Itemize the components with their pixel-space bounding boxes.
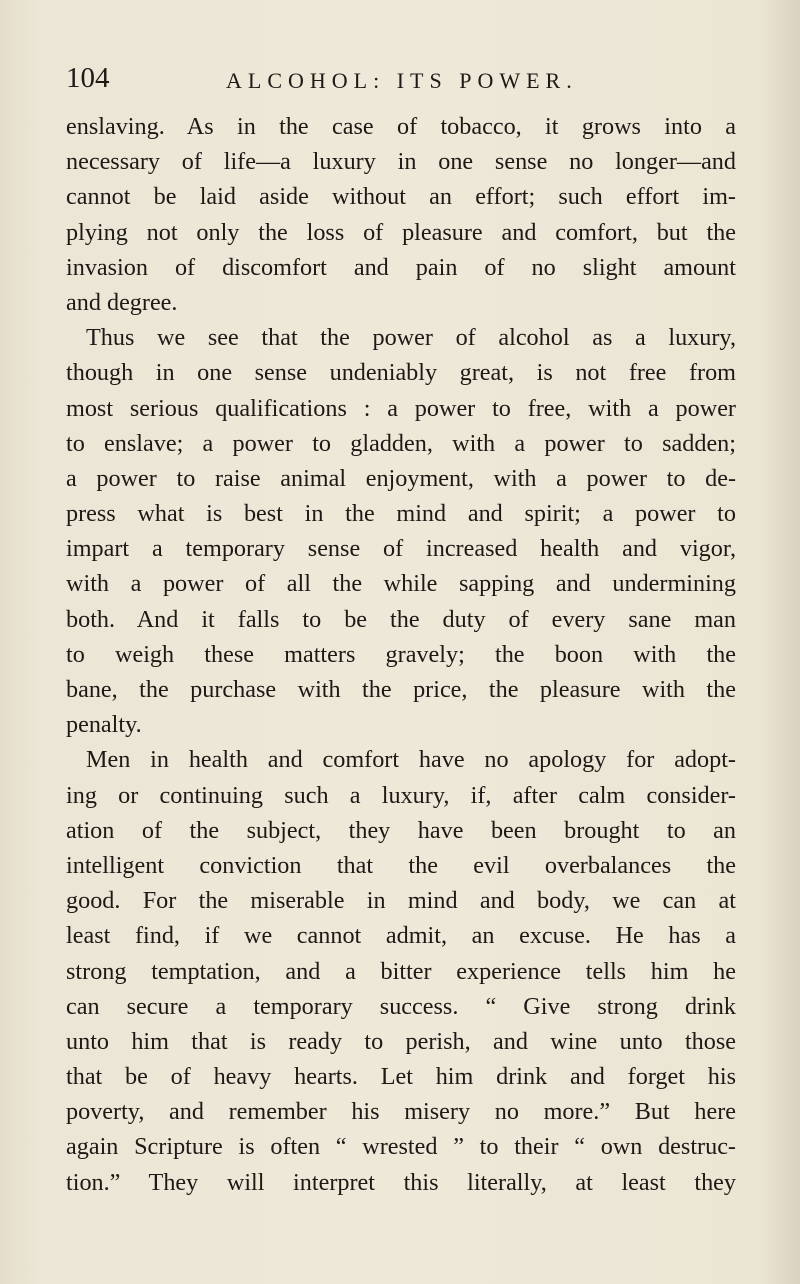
text-line: unto him that is ready to perish, and wine unto those xyxy=(66,1027,736,1055)
text-line: most serious qualifications : a power to free, with a power xyxy=(66,394,736,422)
text-line: intelligent conviction that the evil overbalances the xyxy=(66,851,736,879)
page-number: 104 xyxy=(66,62,110,94)
text-line: press what is best in the mind and spirit; a power to xyxy=(66,500,736,528)
paragraph-start-line: Thus we see that the power of alcohol as a luxury, xyxy=(86,324,736,352)
text-line: can secure a temporary success. “ Give strong drink xyxy=(66,992,736,1020)
text-line: plying not only the loss of pleasure and comfort, but the xyxy=(66,218,736,246)
running-title: ALCOHOL: ITS POWER. xyxy=(226,68,578,93)
text-line: good. For the miserable in mind and body, we can at xyxy=(66,887,736,915)
text-line: ing or continuing such a luxury, if, after calm consider- xyxy=(66,781,736,809)
text-line: a power to raise animal enjoyment, with a power to de- xyxy=(66,464,736,492)
text-line: necessary of life—a luxury in one sense no longer—and xyxy=(66,148,736,176)
text-line: least find, if we cannot admit, an excuse. He has a xyxy=(66,922,736,950)
text-line: penalty. xyxy=(66,711,142,739)
text-line: both. And it falls to be the duty of every sane man xyxy=(66,605,736,633)
text-line: though in one sense undeniably great, is not free from xyxy=(66,359,736,387)
text-line: to enslave; a power to gladden, with a power to sadden; xyxy=(66,429,736,457)
text-line: strong temptation, and a bitter experience tells him he xyxy=(66,957,736,985)
page-header xyxy=(66,62,746,102)
text-line: and degree. xyxy=(66,288,178,316)
text-line: again Scripture is often “ wrested ” to their “ own destruc- xyxy=(66,1133,736,1161)
text-line: enslaving. As in the case of tobacco, it grows into a xyxy=(66,113,736,140)
text-line: ation of the subject, they have been brought to an xyxy=(66,816,736,844)
text-line: tion.” They will interpret this literally, at least they xyxy=(66,1168,736,1196)
text-line: cannot be laid aside without an effort; such effort im- xyxy=(66,183,736,211)
text-line: impart a temporary sense of increased health and vigor, xyxy=(66,535,736,563)
text-line: with a power of all the while sapping and undermining xyxy=(66,570,736,598)
body-text xyxy=(66,109,736,1279)
paragraph-start-line: Men in health and comfort have no apology for adopt- xyxy=(86,746,736,774)
text-line: poverty, and remember his misery no more.” But here xyxy=(66,1098,736,1126)
text-line: to weigh these matters gravely; the boon with the xyxy=(66,640,736,668)
text-line: bane, the purchase with the price, the pleasure with the xyxy=(66,676,736,703)
text-line: that be of heavy hearts. Let him drink and forget his xyxy=(66,1063,736,1091)
text-line: invasion of discomfort and pain of no slight amount xyxy=(66,253,736,281)
